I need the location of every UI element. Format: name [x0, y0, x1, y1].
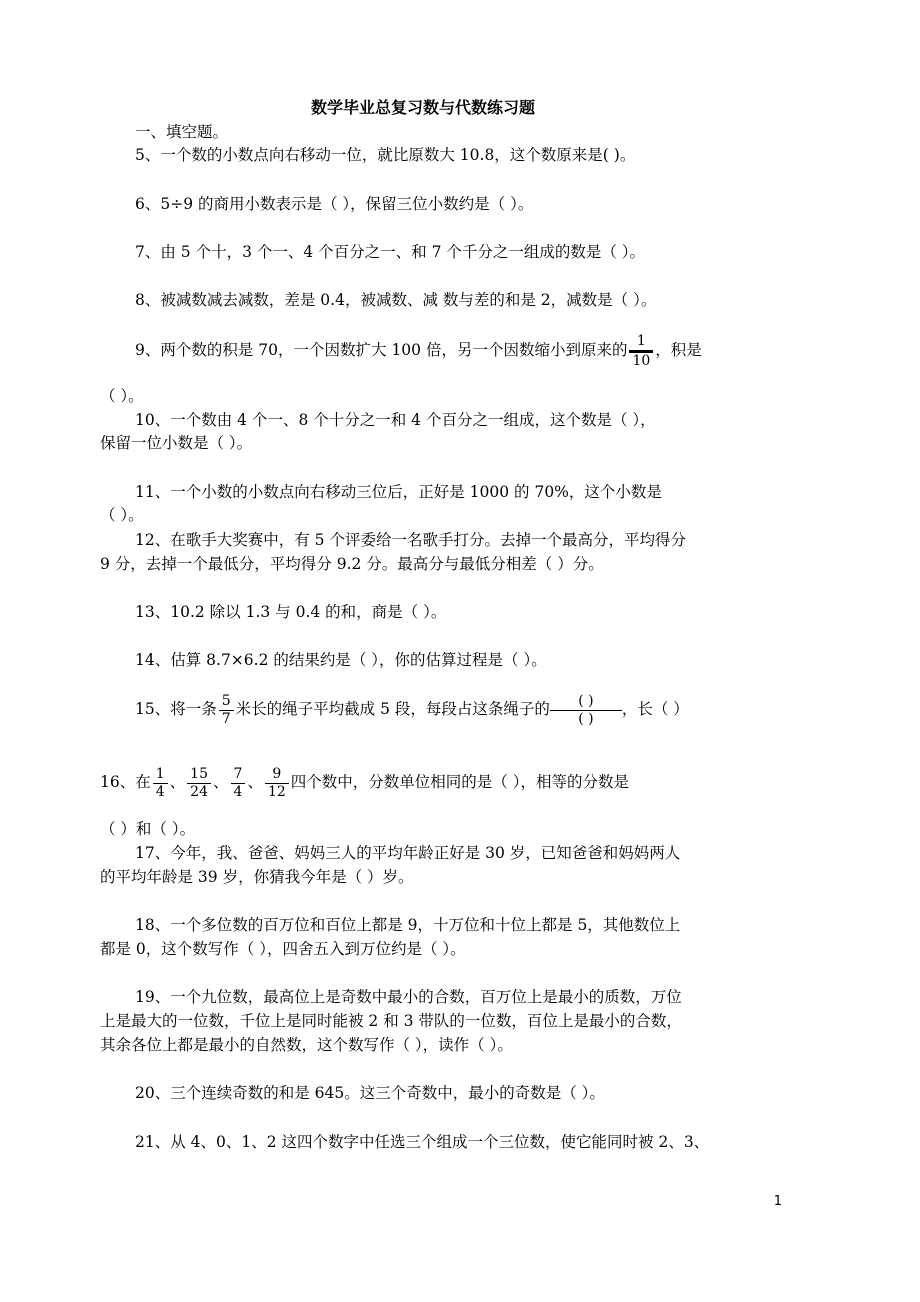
question-11-line1: 11、一个小数的小数点向右移动三位后，正好是 1000 的 70%，这个小数是 — [135, 483, 662, 501]
question-9 — [135, 330, 702, 370]
question-9-tail: ，积是 — [655, 341, 702, 359]
question-15 — [135, 689, 689, 729]
fraction-1-4 — [153, 766, 168, 801]
fraction-denominator: 12 — [265, 783, 289, 801]
fraction-numerator: 15 — [190, 765, 208, 782]
blank-fraction — [550, 693, 622, 728]
question-9-text: 9、两个数的积是 70，一个因数扩大 100 倍，另一个因数缩小到原来的 — [135, 341, 628, 359]
question-19-line3: 其余各位上都是最小的自然数，这个数写作（ ），读作（ ）。 — [100, 1036, 513, 1054]
question-10-line2: 保留一位小数是（ ）。 — [100, 434, 253, 452]
question-15-middle: 米长的绳子平均截成 5 段，每段占这条绳子的 — [235, 700, 550, 718]
question-17-line1: 17、今年，我、爸爸、妈妈三人的平均年龄正好是 30 岁，已知爸爸和妈妈两人 — [135, 844, 681, 862]
question-16-line2: （ ）和（ ）。 — [100, 820, 196, 838]
question-13: 13、10.2 除以 1.3 与 0.4 的和，商是（ ）。 — [135, 603, 447, 621]
question-5: 5、一个数的小数点向右移动一位，就比原数大 10.8，这个数原来是( )。 — [135, 146, 636, 164]
separator: 、 — [247, 773, 263, 791]
question-7: 7、由 5 个十，3 个一、4 个百分之一、和 7 个千分之一组成的数是（ ）。 — [135, 243, 646, 261]
question-10-line1: 10、一个数由 4 个一、8 个十分之一和 4 个百分之一组成，这个数是（ ）， — [135, 411, 656, 429]
question-18-line1: 18、一个多位数的百万位和百位上都是 9，十万位和十位上都是 5，其他数位上 — [135, 916, 681, 934]
fraction-numerator: 7 — [233, 765, 243, 782]
fraction-numerator: 1 — [155, 765, 165, 782]
fraction-7-4 — [231, 766, 246, 801]
page-number: 1 — [773, 1194, 782, 1209]
fraction-9-12 — [265, 766, 289, 801]
question-12-line1: 12、在歌手大奖赛中，有 5 个评委给一名歌手打分。去掉一个最高分，平均得分 — [135, 531, 686, 549]
question-17-line2: 的平均年龄是 39 岁，你猜我今年是（ ）岁。 — [100, 868, 414, 886]
fraction-denominator: 4 — [231, 783, 246, 801]
question-19-line1: 19、一个九位数，最高位上是奇数中最小的合数，百万位上是最小的质数，万位 — [135, 988, 682, 1006]
question-16 — [100, 762, 629, 802]
page-title: 数学毕业总复习数与代数练习题 — [311, 98, 536, 117]
blank-numerator: ( ) — [578, 692, 594, 709]
fraction-denominator: 4 — [153, 783, 168, 801]
fraction-denominator: 24 — [187, 783, 211, 801]
separator: 、 — [213, 773, 229, 791]
question-8: 8、被减数减去减数，差是 0.4，被减数、减 数与差的和是 2，减数是（ ）。 — [135, 291, 657, 309]
fraction-denominator: 10 — [629, 350, 653, 370]
blank-denominator: ( ) — [550, 710, 622, 728]
fraction-5-7 — [219, 693, 234, 728]
question-9-line2: （ ）。 — [100, 387, 144, 405]
question-15-tail: ，长（ ） — [621, 700, 689, 718]
question-19-line2: 上是最大的一位数，千位上是同时能被 2 和 3 带队的一位数，百位上是最小的合数， — [100, 1012, 682, 1030]
fraction-15-24 — [187, 766, 211, 801]
fraction-numerator: 5 — [221, 692, 231, 709]
question-6: 6、5÷9 的商用小数表示是（ ），保留三位小数约是（ ）。 — [135, 195, 534, 213]
question-15-text: 15、将一条 — [135, 700, 217, 718]
question-11-line2: （ ）。 — [100, 506, 144, 524]
fraction-numerator: 1 — [636, 332, 646, 349]
question-16-rest: 四个数中，分数单位相同的是（ ），相等的分数是 — [290, 773, 629, 791]
separator: 、 — [169, 773, 186, 791]
question-12-line2: 9 分，去掉一个最低分，平均得分 9.2 分。最高分与最低分相差（ ）分。 — [100, 555, 604, 573]
question-16-text: 16、在 — [100, 773, 151, 791]
section-heading: 一、填空题。 — [135, 123, 229, 141]
fraction-1-10 — [629, 333, 653, 370]
question-20: 20、三个连续奇数的和是 645。这三个奇数中，最小的奇数是（ ）。 — [135, 1084, 605, 1102]
fraction-numerator: 9 — [272, 765, 282, 782]
question-21: 21、从 4、0、1、2 这四个数字中任选三个组成一个三位数，使它能同时被 2、3、 — [135, 1133, 710, 1151]
question-18-line2: 都是 0，这个数写作（ ），四舍五入到万位约是（ ）。 — [100, 940, 466, 958]
fraction-denominator: 7 — [219, 710, 234, 728]
question-14: 14、估算 8.7×6.2 的结果约是（ ），你的估算过程是（ ）。 — [135, 651, 547, 669]
